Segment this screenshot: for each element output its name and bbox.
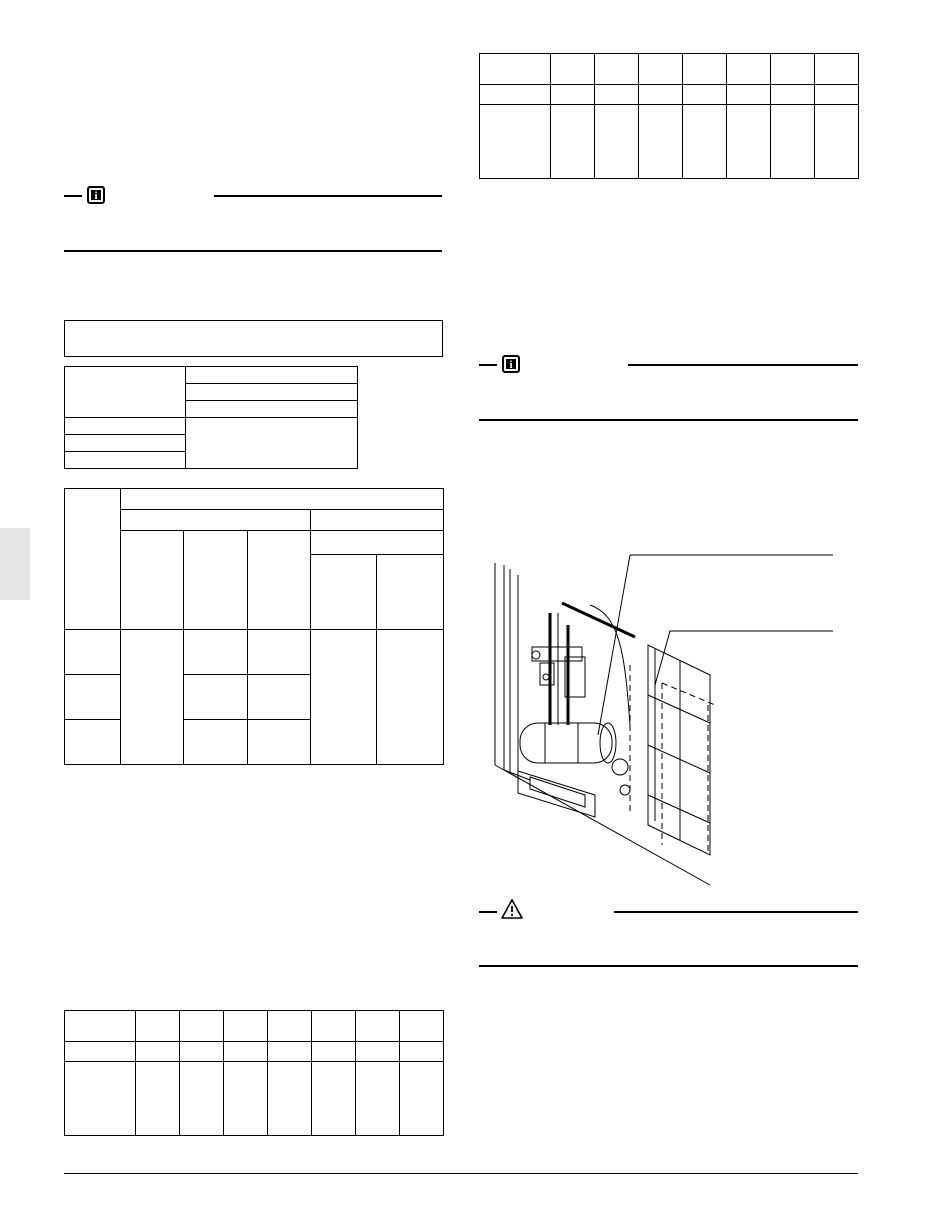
table-cell — [595, 105, 639, 179]
footer-rule — [64, 1173, 858, 1174]
note-rule-left — [479, 364, 497, 366]
table-cell — [65, 367, 186, 418]
spec-table-4 — [479, 53, 859, 179]
table-cell — [121, 489, 444, 510]
table-cell — [248, 630, 311, 675]
table-cell — [184, 531, 248, 630]
spec-table-2 — [64, 488, 444, 765]
table-cell — [268, 1042, 312, 1062]
table-cell — [815, 105, 859, 179]
table-cell — [65, 435, 186, 452]
table-cell — [248, 720, 311, 765]
table-cell — [184, 720, 248, 765]
table-cell — [356, 1042, 400, 1062]
table-cell — [65, 1062, 136, 1136]
table-cell — [186, 367, 358, 384]
note-rule-left — [479, 911, 497, 913]
table-cell — [121, 510, 311, 531]
table-cell — [311, 510, 444, 531]
table-cell — [551, 105, 595, 179]
table-cell — [377, 630, 444, 765]
table-cell — [815, 54, 859, 85]
table-cell — [311, 630, 377, 765]
note-rule-bottom — [64, 250, 442, 252]
table-cell — [400, 1011, 444, 1042]
note-rule-right — [628, 364, 858, 366]
table-cell — [727, 85, 771, 105]
table-cell — [595, 54, 639, 85]
table-cell — [136, 1062, 180, 1136]
info-icon: i — [502, 355, 520, 373]
table-cell — [400, 1062, 444, 1136]
warning-triangle-icon — [501, 899, 523, 919]
table-cell — [268, 1011, 312, 1042]
table-cell — [683, 85, 727, 105]
leader-line-a — [598, 555, 833, 735]
table-cell — [136, 1042, 180, 1062]
table-cell — [65, 418, 186, 435]
table-cell — [815, 85, 859, 105]
table-cell — [480, 105, 551, 179]
table-cell — [312, 1011, 356, 1042]
note-rule-bottom — [479, 419, 858, 421]
table-cell — [65, 675, 121, 720]
table-cell — [639, 85, 683, 105]
table-cell — [639, 105, 683, 179]
table-cell — [65, 1011, 136, 1042]
table-cell — [65, 720, 121, 765]
table-cell — [551, 54, 595, 85]
table-cell — [121, 630, 184, 765]
table-cell — [121, 531, 184, 630]
table-cell — [377, 555, 444, 630]
leader-line-b — [655, 631, 833, 685]
note-rule-right — [214, 195, 442, 197]
spec-table-1 — [64, 366, 358, 469]
table-cell — [480, 85, 551, 105]
table-cell — [771, 105, 815, 179]
table-cell — [180, 1011, 224, 1042]
table-cell — [268, 1062, 312, 1136]
table-cell — [356, 1062, 400, 1136]
table-cell — [683, 54, 727, 85]
table-cell — [248, 531, 311, 630]
section-tab-marker — [0, 528, 30, 600]
table-cell — [184, 630, 248, 675]
table-cell — [65, 452, 186, 469]
table-cell — [400, 1042, 444, 1062]
table-cell — [727, 54, 771, 85]
table-cell — [65, 630, 121, 675]
note-rule-left — [64, 195, 82, 197]
table-cell — [311, 531, 444, 555]
table-cell — [771, 54, 815, 85]
table-cell — [312, 1062, 356, 1136]
table-cell — [180, 1042, 224, 1062]
table-cell — [180, 1062, 224, 1136]
table-cell — [186, 418, 358, 469]
table-cell — [186, 401, 358, 418]
table-cell — [771, 85, 815, 105]
table-cell — [312, 1042, 356, 1062]
table-cell — [311, 555, 377, 630]
note-rule-right — [614, 911, 858, 913]
note-rule-bottom — [479, 965, 858, 967]
table-cell — [248, 675, 311, 720]
table-cell — [65, 1042, 136, 1062]
table-cell — [639, 54, 683, 85]
spec-table-3 — [64, 1010, 444, 1136]
table-cell — [595, 85, 639, 105]
table-cell — [136, 1011, 180, 1042]
table-cell — [224, 1062, 268, 1136]
unit-illustration — [470, 545, 860, 890]
table-cell — [356, 1011, 400, 1042]
table-cell — [480, 54, 551, 85]
table-cell — [727, 105, 771, 179]
table-cell — [551, 85, 595, 105]
table-cell — [224, 1042, 268, 1062]
table-cell — [683, 105, 727, 179]
table-cell — [224, 1011, 268, 1042]
table-cell — [184, 675, 248, 720]
info-icon: i — [87, 186, 105, 204]
table-cell — [65, 489, 121, 630]
table-cell — [186, 384, 358, 401]
framed-text-box — [64, 320, 443, 357]
